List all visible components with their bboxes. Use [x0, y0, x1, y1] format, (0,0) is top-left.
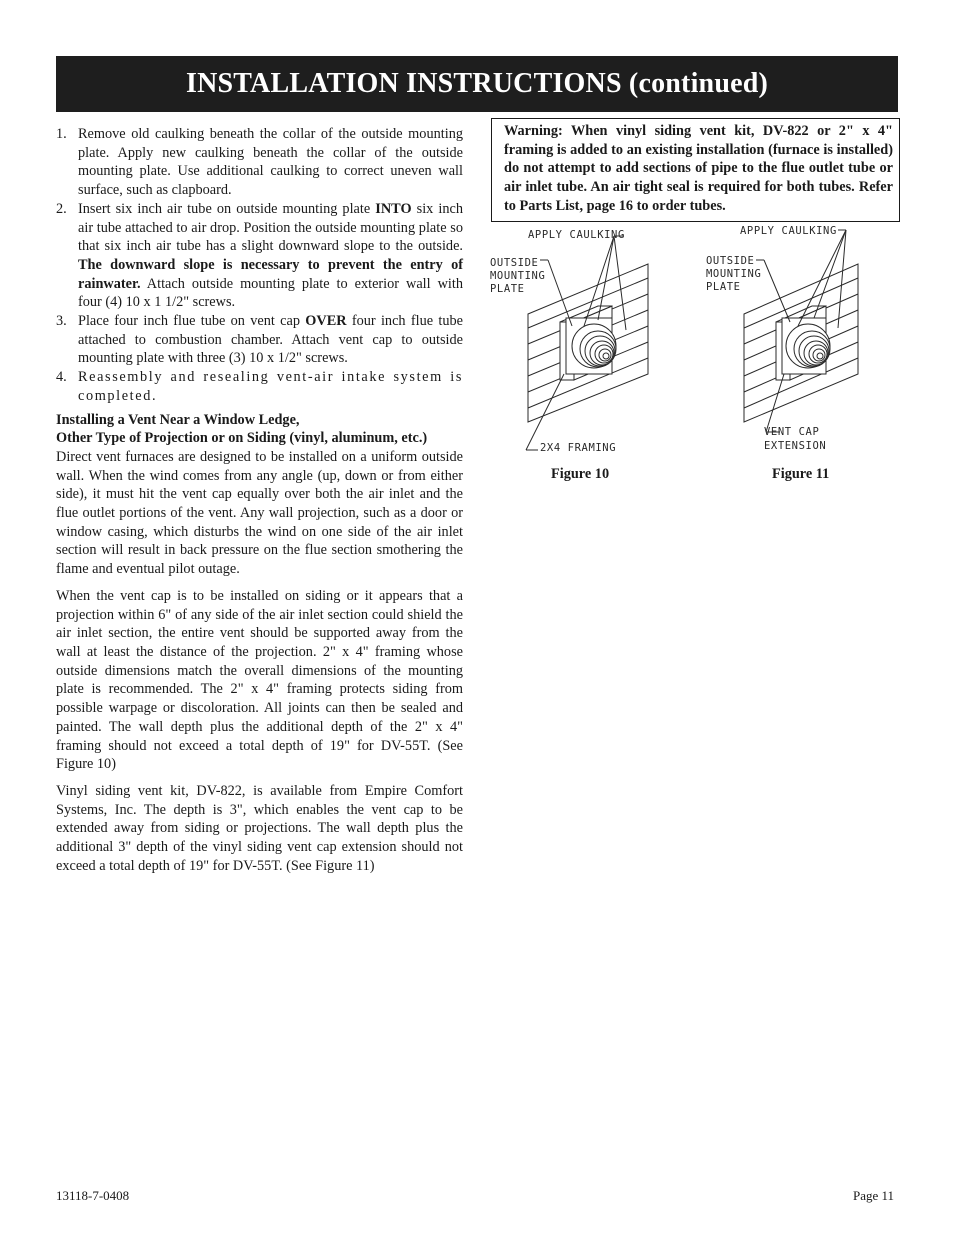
- paragraph-wall-projection: Direct vent furnaces are designed to be installed on a uniform outside wall. When the wind comes from any angle (up, down or from either side), it must hit the vent cap equally over both the air inlet and the flue outlet portions of the vent. Any wall projection, such as a door or window casing, which disturbs the wind on one side of the air inlet section will result in back pressure on the flue section smothering the flame and eventual pilot outage.: [56, 448, 463, 578]
- list-item: [56, 200, 463, 312]
- fig11-label-outside: OUTSIDE: [706, 255, 755, 267]
- step-text: six inch air tube attached to air drop. Position the outside mounting plate so that six inch air tube has a slight downward slope to the outside.: [78, 200, 463, 255]
- list-item: [56, 125, 463, 200]
- page-title: INSTALLATION INSTRUCTIONS (continued): [185, 68, 769, 99]
- fig10-label-apply-caulking: APPLY CAULKING: [528, 229, 625, 241]
- fig11-label-extension: EXTENSION: [764, 440, 827, 452]
- fig10-label-mounting: MOUNTING: [490, 270, 546, 282]
- warning-box: Warning: When vinyl siding vent kit, DV-822 or 2" x 4" framing is added to an existing installation (furnace is installed) do not attempt to add sections of pipe to the flue outlet tube or air inlet tube. An air tight seal is required for both tubes. Refer to Parts List, page 16 to order tubes.: [491, 118, 900, 222]
- section-heading-1: Installing a Vent Near a Window Ledge,: [56, 411, 300, 428]
- fig11-label-plate: PLATE: [706, 281, 741, 293]
- step-text: Remove old caulking beneath the collar of the outside mounting plate. Apply new caulking beneath the collar of the outside mounting plate. Use additional caulking to correct uneven wall surface, such as clapboard.: [78, 126, 463, 199]
- figures-area: [486, 222, 886, 492]
- fig11-label-mounting: MOUNTING: [706, 268, 762, 280]
- figure11-caption: Figure 11: [772, 466, 830, 482]
- step-text: Attach outside mounting plate to exterior wall with four (4) 10 x 1 1/2" screws.: [78, 275, 463, 311]
- step-text: Reassembly and resealing vent-air intake system is completed.: [78, 369, 463, 404]
- paragraph-siding-framing: When the vent cap is to be installed on siding or it appears that a projection within 6" of any side of the air inlet section could shield the air inlet section, the entire vent should be supported away from the wall at least the distance of the projection. 2" x 4" framing whose outside dimensions match the overall dimensions of the mounting plate is recommended. The 2" x 4" framing protects siding from possible warpage or discoloration. All joints can then be sealed and painted. The wall depth plus the additional depth of the 2" x 4" framing should not exceed a total depth of 19" for DV-55T. (See Figure 10): [56, 587, 463, 773]
- step-number: 3.: [56, 313, 67, 330]
- step-number: 2.: [56, 200, 67, 217]
- step-number: 1.: [56, 126, 67, 142]
- steps-list: [56, 125, 463, 406]
- fig10-label-plate: PLATE: [490, 283, 525, 295]
- fig11-label-vent-cap: VENT CAP: [764, 426, 820, 438]
- step-text: Place four inch flue tube on vent cap: [78, 313, 306, 330]
- vent-diagrams: [486, 222, 886, 462]
- fig11-label-apply-caulking: APPLY CAULKING: [740, 225, 837, 237]
- emphasis-slope: The downward slope is necessary to prevent the entry of rainwater.: [78, 256, 463, 292]
- header-bar: [56, 56, 898, 112]
- step-text: Insert six inch air tube on outside mounting plate: [78, 200, 376, 217]
- section-heading-2: Other Type of Projection or on Siding (vinyl, aluminum, etc.): [56, 430, 428, 447]
- figure10-caption: Figure 10: [551, 466, 610, 482]
- fig10-label-outside: OUTSIDE: [490, 257, 539, 269]
- document-number: 13118-7-0408: [56, 1188, 130, 1203]
- fig10-label-framing: 2X4 FRAMING: [540, 442, 617, 454]
- step-number: 4.: [56, 369, 67, 386]
- list-item: [56, 368, 463, 405]
- paragraph-vinyl-kit: Vinyl siding vent kit, DV-822, is available from Empire Comfort Systems, Inc. The depth is 3", which enables the vent cap to be extended away from siding or projections. The wall depth plus the additional 3" depth of the vinyl siding vent cap extension should not exceed a total depth of 19" for DV-55T. (See Figure 11): [56, 782, 463, 874]
- list-item: [56, 312, 463, 368]
- page-number: Page 11: [853, 1188, 895, 1203]
- step-text: four inch flue tube attached to combustion chamber. Attach vent cap to outside mounting plate with three (3) 10 x 1/2" screws.: [78, 313, 463, 367]
- emphasis-over: OVER: [305, 313, 347, 330]
- emphasis-into: INTO: [375, 200, 412, 217]
- left-column: [56, 125, 463, 875]
